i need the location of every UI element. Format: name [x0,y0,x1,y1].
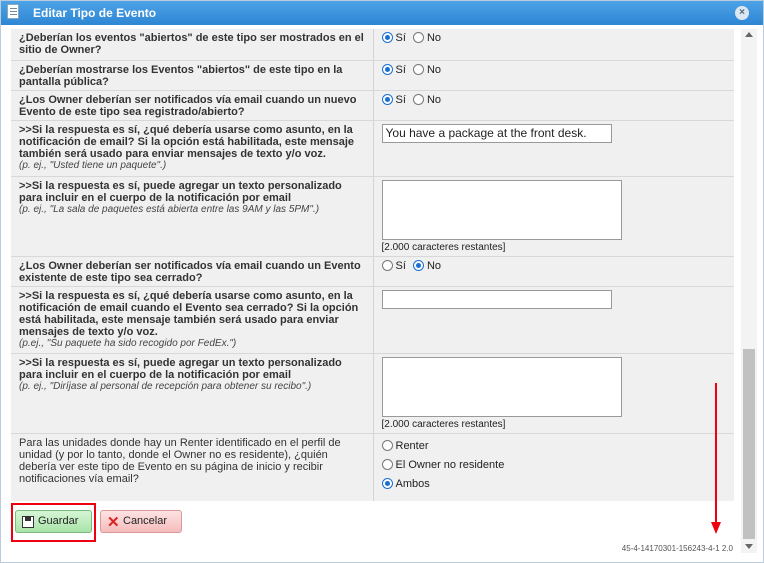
question-hint: (p. ej., "Diríjase al personal de recepción para obtener su recibo".) [19,380,312,392]
question-cell [11,120,373,176]
radio-button[interactable] [382,94,393,105]
radio-button[interactable] [413,94,424,105]
scroll-up-icon[interactable] [745,32,753,37]
dialog-title: Editar Tipo de Evento [33,6,157,20]
scroll-thumb[interactable] [743,349,755,539]
radio-label: No [426,63,442,76]
question-cell [11,176,373,256]
close-subject-input[interactable] [382,290,612,309]
radio-button[interactable] [382,478,393,489]
answer-cell [373,176,734,256]
question-label: Para las unidades donde hay un Renter identificado en el perfil de unidad (y por lo tanto, donde el Owner no es residente), ¿quién debería ver este tipo de Evento en su página de inicio y recibir notificaciones vía email? [11,433,373,501]
question-label: >>Si la respuesta es sí, puede agregar un texto personalizado para incluir en el cuerpo de la notificación por email [19,179,342,204]
question-cell [11,286,373,353]
radio-button[interactable] [413,64,424,75]
radio-button[interactable] [382,459,393,470]
answer-cell [373,286,734,353]
radio-label: No [426,93,442,106]
radio-option-both[interactable] [382,478,727,490]
radio-label: El Owner no residente [395,458,505,471]
form-row-close-body [11,353,734,433]
radio-option-yes[interactable] [382,94,406,106]
form-row-close-subject [11,286,734,353]
radio-button[interactable] [413,260,424,271]
radio-option-yes[interactable] [382,32,406,44]
question-label: ¿Deberían mostrarse los Eventos "abiertos" de este tipo en la pantalla pública? [11,60,373,90]
radio-option-yes[interactable] [382,64,406,76]
form-row-show-owner-site [11,29,734,60]
close-body-textarea[interactable] [382,357,622,417]
radio-label: Renter [395,439,429,452]
question-label: >>Si la respuesta es sí, ¿qué debería usarse como asunto, en la notificación de email cuando el Evento sea cerrado? Si la opción está habilitada, este mensaje también será usado para enviar mensajes de texto y/o voz. [19,289,359,338]
document-icon [7,4,19,19]
radio-group [373,29,734,60]
question-label: >>Si la respuesta es sí, puede agregar un texto personalizado para incluir en el cuerpo de la notificación por email [19,356,342,381]
form-row-show-public-screen [11,60,734,90]
radio-option-no[interactable] [413,64,441,76]
form-row-notify-close [11,256,734,286]
close-icon[interactable]: × [735,6,749,20]
vertical-scrollbar[interactable] [741,29,757,553]
answer-cell [373,120,734,176]
char-counter: [2.000 caracteres restantes] [381,241,506,253]
radio-label: Sí [395,93,406,106]
save-highlight-annotation [11,503,96,542]
radio-option-no[interactable] [413,32,441,44]
cancel-icon: ✕ [107,514,120,531]
event-type-form [11,29,734,501]
radio-label: No [426,32,442,44]
cancel-button[interactable] [100,510,182,533]
scroll-down-icon[interactable] [745,544,753,549]
radio-label: Sí [395,32,406,44]
radio-button[interactable] [382,440,393,451]
question-cell [11,353,373,433]
radio-option-no[interactable] [413,94,441,106]
question-hint: (p. ej., "Usted tiene un paquete".) [19,159,167,171]
radio-group [373,256,734,286]
radio-group [373,433,734,501]
form-row-open-subject [11,120,734,176]
form-content [11,29,734,501]
question-hint: (p. ej., "La sala de paquetes está abierta entre las 9AM y las 5PM".) [19,203,320,215]
question-label: ¿Los Owner deberían ser notificados vía email cuando un nuevo Evento de este tipo sea registrado/abierto? [11,90,373,120]
dialog-buttons [11,504,734,540]
radio-label: Sí [395,63,406,76]
radio-button[interactable] [382,32,393,43]
radio-option-renter[interactable] [382,440,727,452]
open-subject-input[interactable]: You have a package at the front desk. [382,124,612,143]
radio-option-yes[interactable] [382,260,406,272]
radio-button[interactable] [413,32,424,43]
question-label: ¿Los Owner deberían ser notificados vía email cuando un Evento existente de este tipo sea cerrado? [11,256,373,286]
radio-label: No [426,259,442,272]
radio-button[interactable] [382,64,393,75]
answer-cell [373,353,734,433]
char-counter: [2.000 caracteres restantes] [381,418,506,430]
question-label: ¿Deberían los eventos "abiertos" de este tipo ser mostrados en el sitio de Owner? [11,29,373,60]
radio-group [373,90,734,120]
form-row-audience [11,433,734,501]
annotation-arrow-line [715,383,717,523]
save-button-label: Guardar [38,515,79,527]
radio-option-owner-nonresident[interactable] [382,459,727,471]
form-row-open-body [11,176,734,256]
dialog-titlebar [1,1,763,25]
version-label: 45-4-14170301-156243-4-1 2.0 [621,544,733,553]
radio-label: Sí [395,259,406,272]
question-hint: (p.ej., "Su paquete ha sido recogido por FedEx.") [19,337,237,349]
radio-button[interactable] [382,260,393,271]
radio-label: Ambos [395,477,430,490]
open-body-textarea[interactable] [382,180,622,240]
question-label: >>Si la respuesta es sí, ¿qué debería usarse como asunto, en la notificación de email? Si la opción está habilitada, este mensaje también será usado para enviar mensajes de texto y/o voz. [19,123,354,160]
radio-option-no[interactable] [413,260,441,272]
radio-group [373,60,734,90]
annotation-arrow-head-icon [711,522,721,534]
cancel-button-label: Cancelar [123,515,168,527]
form-row-notify-open [11,90,734,120]
